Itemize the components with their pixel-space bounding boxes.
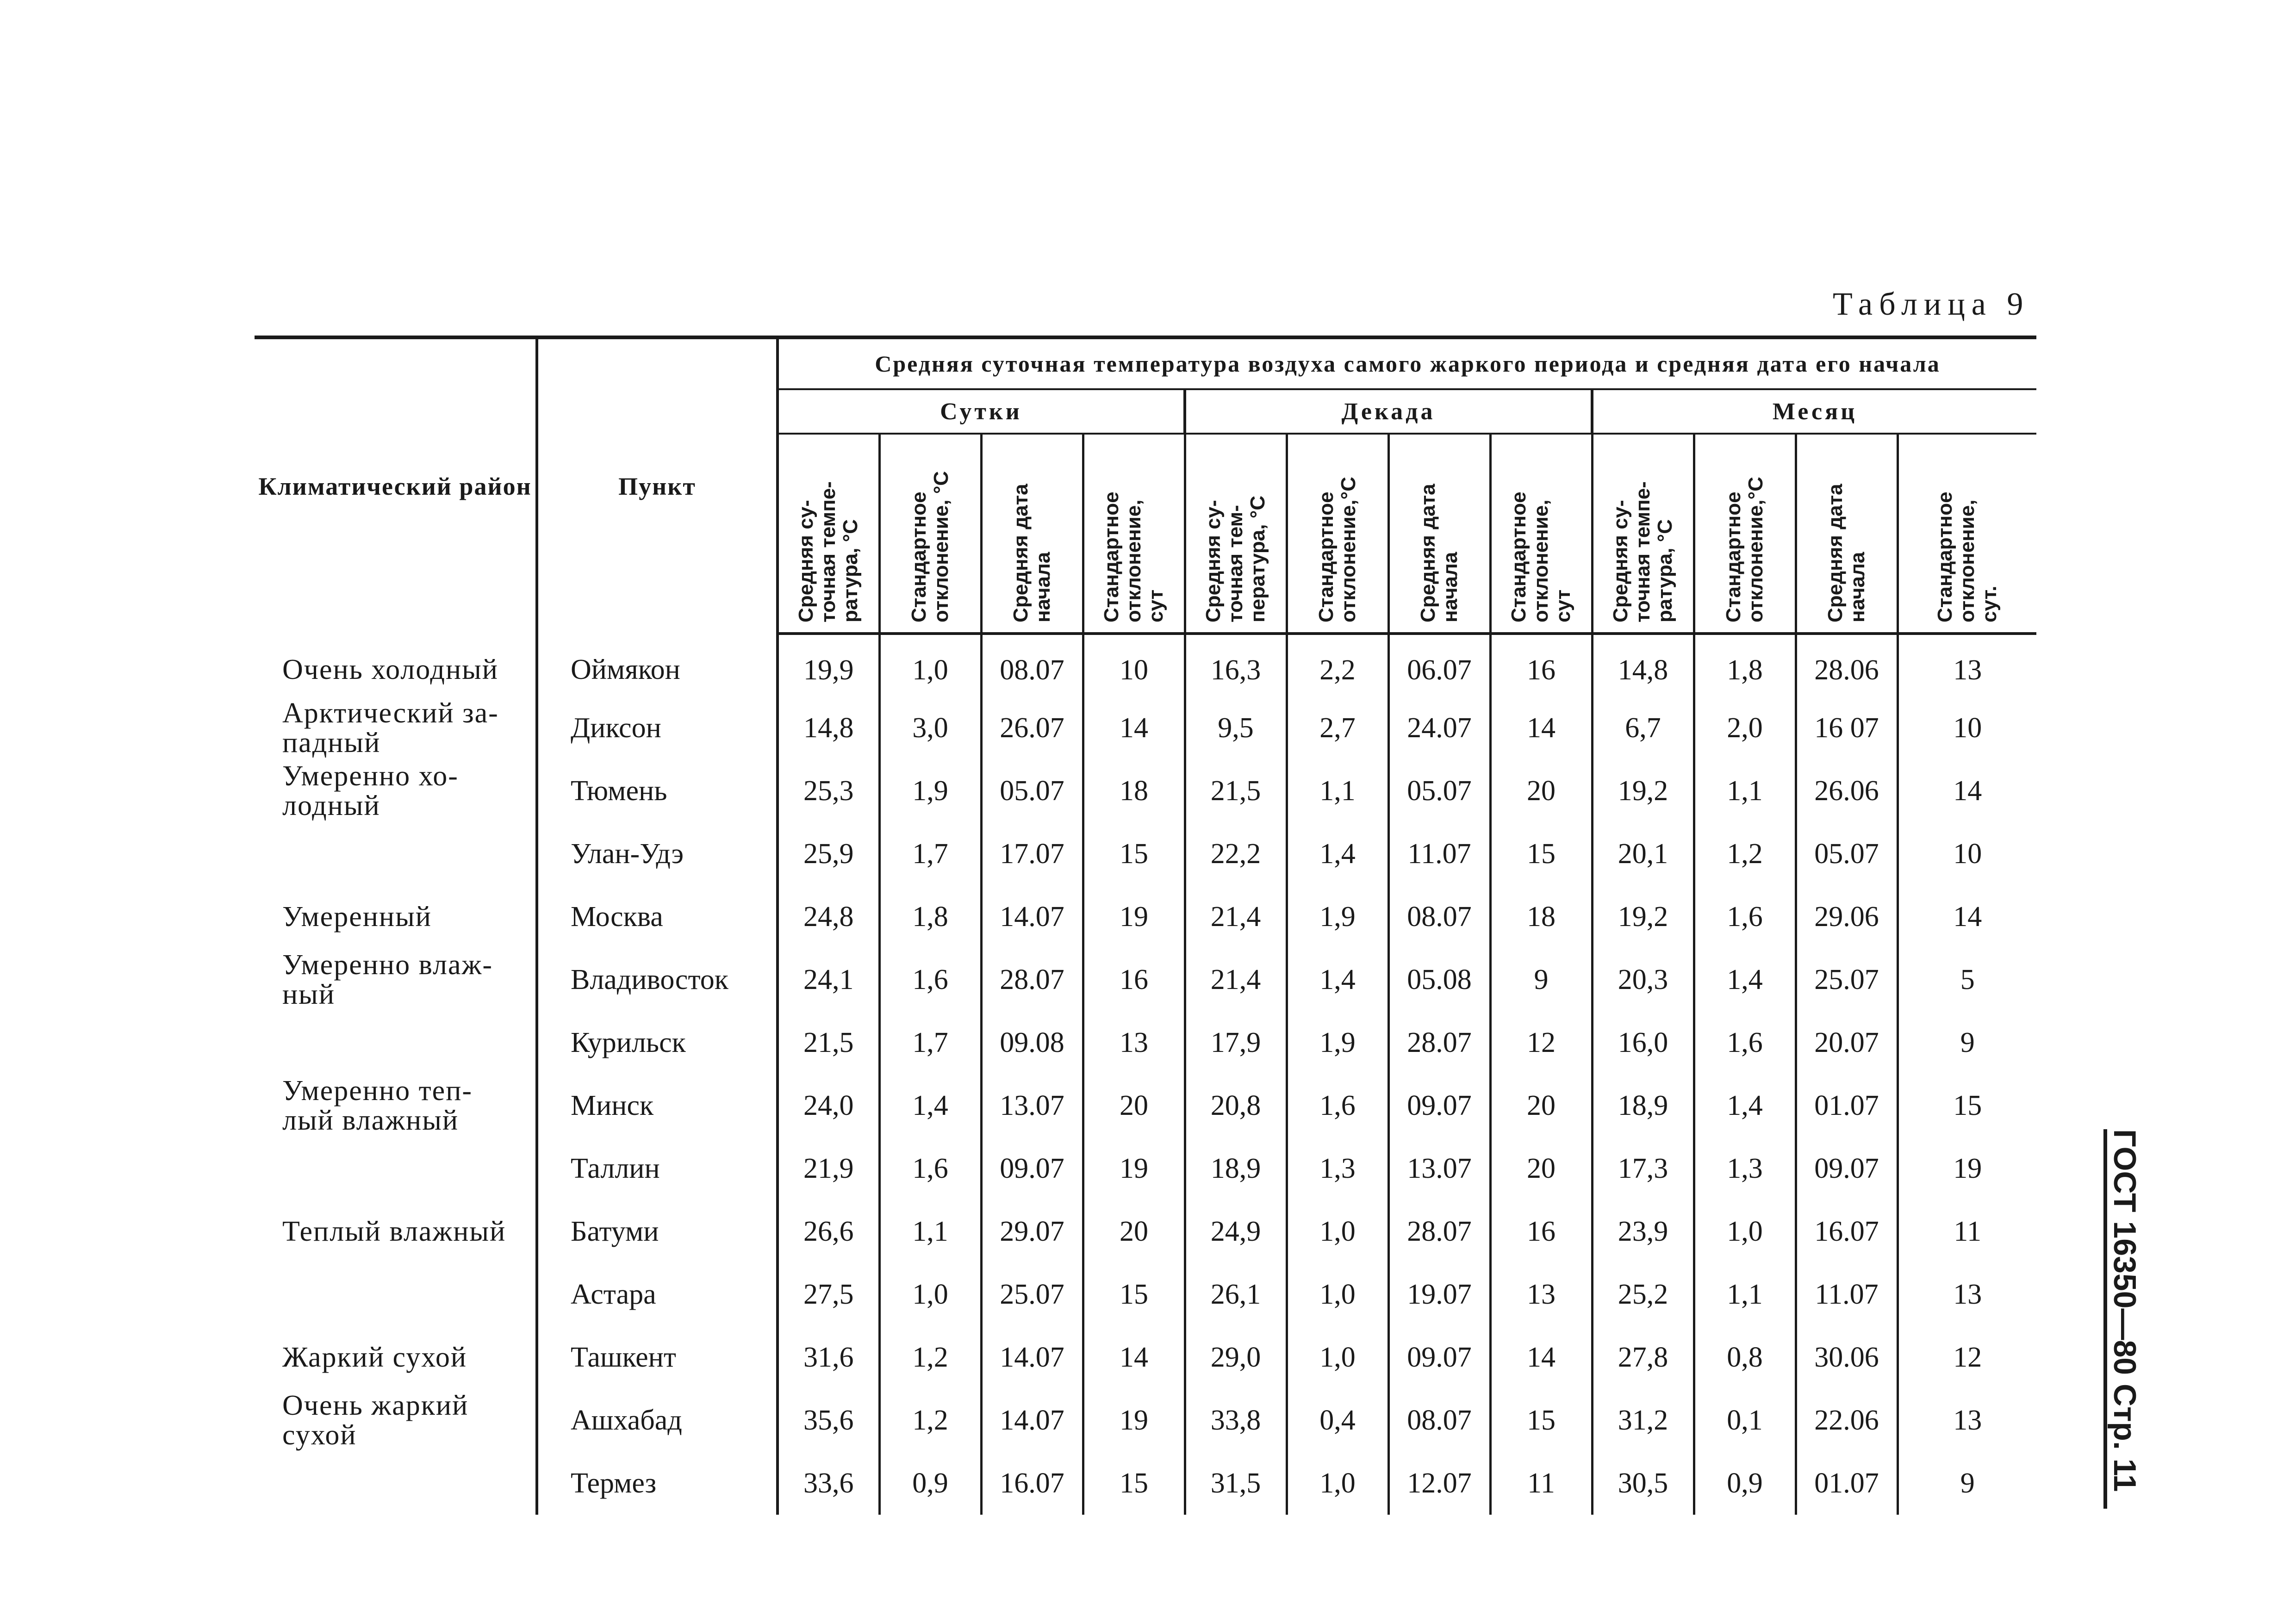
value-cell: 13	[1490, 1263, 1592, 1326]
value-cell: 14.07	[981, 885, 1083, 948]
value-cell: 15	[1083, 822, 1185, 885]
header-main-group: Средняя суточная температура воздуха самого жаркого периода и средняя дата его начала	[778, 337, 2036, 389]
value-cell: 1,1	[1694, 759, 1796, 822]
value-cell: 17,9	[1185, 1011, 1287, 1074]
point-cell: Улан-Удэ	[537, 822, 778, 885]
value-cell: 33,6	[778, 1452, 879, 1515]
value-cell: 9	[1490, 948, 1592, 1011]
value-cell: 19,2	[1592, 759, 1694, 822]
header-column-label: Стандартное отклонение, сут	[1100, 491, 1167, 622]
value-cell: 24,8	[778, 885, 879, 948]
value-cell: 1,4	[1287, 822, 1388, 885]
value-cell: 15	[1953, 1089, 1982, 1121]
value-cell: 1,0	[1287, 1326, 1388, 1389]
value-cell: 16,3	[1185, 634, 1287, 696]
point-cell: Тюмень	[537, 759, 778, 822]
region-cell	[255, 822, 537, 885]
value-cell: 05.07	[981, 759, 1083, 822]
value-cell: 22.06	[1796, 1389, 1898, 1452]
value-cell: 19	[1083, 1389, 1185, 1452]
point-cell: Оймякон	[537, 634, 778, 696]
value-cell: 1,4	[879, 1074, 981, 1137]
value-cell: 25.07	[1796, 948, 1898, 1011]
value-cell: 1,1	[1287, 759, 1388, 822]
value-cell: 21,5	[1185, 759, 1287, 822]
value-cell: 06.07	[1388, 634, 1490, 696]
value-cell: 26.07	[981, 696, 1083, 759]
header-column-label: Средняя дата начала	[1009, 484, 1054, 622]
value-cell: 08.07	[1388, 1389, 1490, 1452]
value-cell: 01.07	[1796, 1074, 1898, 1137]
value-cell: 12.07	[1388, 1452, 1490, 1515]
header-column	[1083, 434, 1185, 634]
value-cell: 1,8	[1694, 634, 1796, 696]
header-column	[1592, 434, 1694, 634]
table-row	[255, 1137, 2036, 1200]
value-cell: 19	[1083, 885, 1185, 948]
header-column-label: Средняя су- точная темпе- ратура, °С	[795, 481, 862, 622]
region-cell: Умеренно влаж- ный	[255, 948, 537, 1011]
value-cell: 26,1	[1185, 1263, 1287, 1326]
value-cell: 1,0	[1287, 1263, 1388, 1326]
value-cell: 09.07	[1388, 1074, 1490, 1137]
value-cell: 33,8	[1185, 1389, 1287, 1452]
table-row	[255, 1011, 2036, 1074]
point-cell: Владивосток	[537, 948, 778, 1011]
value-cell: 1,6	[1694, 885, 1796, 948]
value-cell: 10	[1953, 838, 1982, 870]
value-cell: 20,8	[1185, 1074, 1287, 1137]
value-cell: 13	[1083, 1011, 1185, 1074]
value-cell: 16,0	[1592, 1011, 1694, 1074]
value-cell: 26,6	[778, 1200, 879, 1263]
value-cell: 18	[1083, 759, 1185, 822]
region-cell: Очень жаркий сухой	[255, 1389, 537, 1452]
value-cell: 28.07	[1388, 1011, 1490, 1074]
value-cell: 05.08	[1388, 948, 1490, 1011]
point-cell: Курильск	[537, 1011, 778, 1074]
table-row	[255, 1200, 2036, 1263]
value-cell: 20,3	[1592, 948, 1694, 1011]
value-cell: 5	[1960, 964, 1975, 995]
header-column-label: Средняя дата начала	[1824, 484, 1869, 622]
value-cell: 1,1	[1694, 1263, 1796, 1326]
value-cell: 14	[1083, 1326, 1185, 1389]
table-row	[255, 696, 2036, 759]
header-column	[981, 434, 1083, 634]
region-cell: Арктический за- падный	[255, 696, 537, 759]
value-cell: 1,4	[1694, 1074, 1796, 1137]
value-cell: 29.06	[1796, 885, 1898, 948]
value-cell: 1,8	[879, 885, 981, 948]
value-cell: 0,4	[1287, 1389, 1388, 1452]
value-cell: 25,3	[778, 759, 879, 822]
value-cell: 16.07	[981, 1452, 1083, 1515]
header-column	[1287, 434, 1388, 634]
value-cell: 10	[1953, 712, 1982, 744]
header-column-label: Средняя су- точная тем- пература, °С	[1202, 495, 1269, 622]
value-cell: 9,5	[1185, 696, 1287, 759]
table-row	[255, 1263, 2036, 1326]
value-cell: 16.07	[1796, 1200, 1898, 1263]
header-column	[1898, 434, 2036, 634]
point-cell: Астара	[537, 1263, 778, 1326]
point-cell: Москва	[537, 885, 778, 948]
value-cell: 13	[1953, 654, 1982, 686]
value-cell: 31,5	[1185, 1452, 1287, 1515]
header-point: Пункт	[537, 337, 778, 634]
value-cell: 14	[1953, 901, 1982, 933]
region-cell	[255, 1263, 537, 1326]
value-cell: 11	[1954, 1215, 1982, 1247]
value-cell: 13.07	[981, 1074, 1083, 1137]
value-cell: 05.07	[1796, 822, 1898, 885]
value-cell: 24,1	[778, 948, 879, 1011]
value-cell: 20	[1490, 759, 1592, 822]
value-cell: 21,4	[1185, 948, 1287, 1011]
value-cell: 1,6	[879, 948, 981, 1011]
value-cell: 24,0	[778, 1074, 879, 1137]
value-cell: 1,7	[879, 822, 981, 885]
header-column	[1796, 434, 1898, 634]
header-period-1: Декада	[1185, 389, 1592, 434]
value-cell: 1,0	[1287, 1200, 1388, 1263]
table-row	[255, 822, 2036, 885]
value-cell: 10	[1083, 634, 1185, 696]
point-cell: Таллин	[537, 1137, 778, 1200]
value-cell: 11.07	[1796, 1263, 1898, 1326]
value-cell: 30,5	[1592, 1452, 1694, 1515]
value-cell: 28.06	[1796, 634, 1898, 696]
table-row	[255, 759, 2036, 822]
header-column-label: Стандартное отклонение, сут	[1507, 491, 1574, 622]
value-cell: 21,5	[778, 1011, 879, 1074]
value-cell: 09.07	[1796, 1137, 1898, 1200]
value-cell: 25,2	[1592, 1263, 1694, 1326]
header-column	[1694, 434, 1796, 634]
value-cell: 14,8	[778, 696, 879, 759]
value-cell: 0,1	[1694, 1389, 1796, 1452]
table-row	[255, 1389, 2036, 1452]
header-column-label: Стандартное отклонение,°С	[1722, 477, 1767, 622]
value-cell: 1,0	[1694, 1200, 1796, 1263]
point-cell: Ташкент	[537, 1326, 778, 1389]
value-cell: 9	[1960, 1467, 1975, 1499]
value-cell: 31,2	[1592, 1389, 1694, 1452]
value-cell: 20	[1083, 1200, 1185, 1263]
header-column-label: Стандартное отклонение, °С	[908, 471, 952, 622]
value-cell: 1,7	[879, 1011, 981, 1074]
value-cell: 28.07	[981, 948, 1083, 1011]
value-cell: 1,1	[879, 1200, 981, 1263]
value-cell: 14	[1953, 775, 1982, 807]
value-cell: 15	[1490, 822, 1592, 885]
value-cell: 27,8	[1592, 1326, 1694, 1389]
value-cell: 23,9	[1592, 1200, 1694, 1263]
value-cell: 1,4	[1694, 948, 1796, 1011]
region-cell: Очень холодный	[255, 634, 537, 696]
header-column	[1388, 434, 1490, 634]
value-cell: 01.07	[1796, 1452, 1898, 1515]
region-cell	[255, 1452, 537, 1515]
value-cell: 12	[1953, 1341, 1982, 1373]
value-cell: 08.07	[981, 634, 1083, 696]
region-cell: Умеренный	[255, 885, 537, 948]
value-cell: 16 07	[1796, 696, 1898, 759]
value-cell: 18,9	[1185, 1137, 1287, 1200]
region-cell	[255, 1137, 537, 1200]
value-cell: 3,0	[879, 696, 981, 759]
value-cell: 20	[1083, 1074, 1185, 1137]
header-column-label: Средняя дата начала	[1417, 484, 1462, 622]
value-cell: 17,3	[1592, 1137, 1694, 1200]
value-cell: 29.07	[981, 1200, 1083, 1263]
value-cell: 27,5	[778, 1263, 879, 1326]
table-row	[255, 1452, 2036, 1515]
value-cell: 15	[1083, 1263, 1185, 1326]
region-cell: Умеренно теп- лый влажный	[255, 1074, 537, 1137]
value-cell: 6,7	[1592, 696, 1694, 759]
value-cell: 1,2	[879, 1326, 981, 1389]
value-cell: 25.07	[981, 1263, 1083, 1326]
value-cell: 14,8	[1592, 634, 1694, 696]
value-cell: 16	[1490, 1200, 1592, 1263]
value-cell: 09.07	[981, 1137, 1083, 1200]
value-cell: 19,2	[1592, 885, 1694, 948]
value-cell: 22,2	[1185, 822, 1287, 885]
header-period-0: Сутки	[778, 389, 1185, 434]
table-label: Таблица 9	[1833, 286, 2030, 322]
value-cell: 26.06	[1796, 759, 1898, 822]
value-cell: 13	[1953, 1404, 1982, 1436]
value-cell: 1,2	[1694, 822, 1796, 885]
value-cell: 13.07	[1388, 1137, 1490, 1200]
value-cell: 1,6	[1287, 1074, 1388, 1137]
header-column-label: Стандартное отклонение, сут.	[1934, 491, 2001, 622]
value-cell: 19,9	[778, 634, 879, 696]
region-cell: Умеренно хо- лодный	[255, 759, 537, 822]
value-cell: 1,3	[1287, 1137, 1388, 1200]
value-cell: 1,9	[1287, 885, 1388, 948]
point-cell: Минск	[537, 1074, 778, 1137]
value-cell: 18,9	[1592, 1074, 1694, 1137]
table-row	[255, 1074, 2036, 1137]
side-running-head: ГОСТ 16350—80 Стр. 11	[2107, 1129, 2142, 1492]
value-cell: 20	[1490, 1074, 1592, 1137]
region-cell: Теплый влажный	[255, 1200, 537, 1263]
header-column	[1490, 434, 1592, 634]
value-cell: 31,6	[778, 1326, 879, 1389]
value-cell: 0,9	[879, 1452, 981, 1515]
value-cell: 21,9	[778, 1137, 879, 1200]
value-cell: 19	[1953, 1152, 1982, 1184]
value-cell: 2,0	[1694, 696, 1796, 759]
point-cell: Батуми	[537, 1200, 778, 1263]
value-cell: 0,9	[1694, 1452, 1796, 1515]
value-cell: 29,0	[1185, 1326, 1287, 1389]
value-cell: 1,0	[1287, 1452, 1388, 1515]
value-cell: 15	[1490, 1389, 1592, 1452]
value-cell: 1,9	[879, 759, 981, 822]
value-cell: 24,9	[1185, 1200, 1287, 1263]
value-cell: 28.07	[1388, 1200, 1490, 1263]
value-cell: 13	[1953, 1278, 1982, 1310]
header-column	[1185, 434, 1287, 634]
value-cell: 1,6	[1694, 1011, 1796, 1074]
header-column-label: Стандартное отклонение,°С	[1315, 477, 1360, 622]
header-column	[879, 434, 981, 634]
table-row	[255, 1326, 2036, 1389]
value-cell: 1,6	[879, 1137, 981, 1200]
value-cell: 1,9	[1287, 1011, 1388, 1074]
value-cell: 25,9	[778, 822, 879, 885]
value-cell: 30.06	[1796, 1326, 1898, 1389]
value-cell: 14	[1490, 1326, 1592, 1389]
value-cell: 20,1	[1592, 822, 1694, 885]
point-cell: Термез	[537, 1452, 778, 1515]
value-cell: 20	[1490, 1137, 1592, 1200]
value-cell: 1,0	[879, 634, 981, 696]
climate-table	[255, 336, 2036, 1515]
value-cell: 14.07	[981, 1326, 1083, 1389]
value-cell: 14.07	[981, 1389, 1083, 1452]
value-cell: 08.07	[1388, 885, 1490, 948]
value-cell: 1,4	[1287, 948, 1388, 1011]
value-cell: 1,2	[879, 1389, 981, 1452]
point-cell: Диксон	[537, 696, 778, 759]
value-cell: 11	[1490, 1452, 1592, 1515]
header-column	[778, 434, 879, 634]
value-cell: 16	[1083, 948, 1185, 1011]
value-cell: 21,4	[1185, 885, 1287, 948]
value-cell: 14	[1490, 696, 1592, 759]
value-cell: 2,2	[1287, 634, 1388, 696]
table-body	[255, 634, 2036, 1515]
value-cell: 11.07	[1388, 822, 1490, 885]
value-cell: 16	[1490, 634, 1592, 696]
value-cell: 18	[1490, 885, 1592, 948]
value-cell: 14	[1083, 696, 1185, 759]
value-cell: 35,6	[778, 1389, 879, 1452]
value-cell: 1,0	[879, 1263, 981, 1326]
value-cell: 19	[1083, 1137, 1185, 1200]
region-cell	[255, 1011, 537, 1074]
region-cell: Жаркий сухой	[255, 1326, 537, 1389]
value-cell: 24.07	[1388, 696, 1490, 759]
value-cell: 2,7	[1287, 696, 1388, 759]
table-row	[255, 634, 2036, 696]
value-cell: 0,8	[1694, 1326, 1796, 1389]
value-cell: 17.07	[981, 822, 1083, 885]
value-cell: 9	[1960, 1026, 1975, 1058]
value-cell: 20.07	[1796, 1011, 1898, 1074]
table-row	[255, 885, 2036, 948]
value-cell: 05.07	[1388, 759, 1490, 822]
value-cell: 19.07	[1388, 1263, 1490, 1326]
value-cell: 1,3	[1694, 1137, 1796, 1200]
header-column-label: Средняя су- точная темпе- ратура, °С	[1609, 481, 1676, 622]
point-cell: Ашхабад	[537, 1389, 778, 1452]
value-cell: 15	[1083, 1452, 1185, 1515]
value-cell: 12	[1490, 1011, 1592, 1074]
header-region: Климатический район	[255, 337, 537, 634]
header-period-2: Месяц	[1592, 389, 2036, 434]
table-row	[255, 948, 2036, 1011]
value-cell: 09.07	[1388, 1326, 1490, 1389]
value-cell: 09.08	[981, 1011, 1083, 1074]
